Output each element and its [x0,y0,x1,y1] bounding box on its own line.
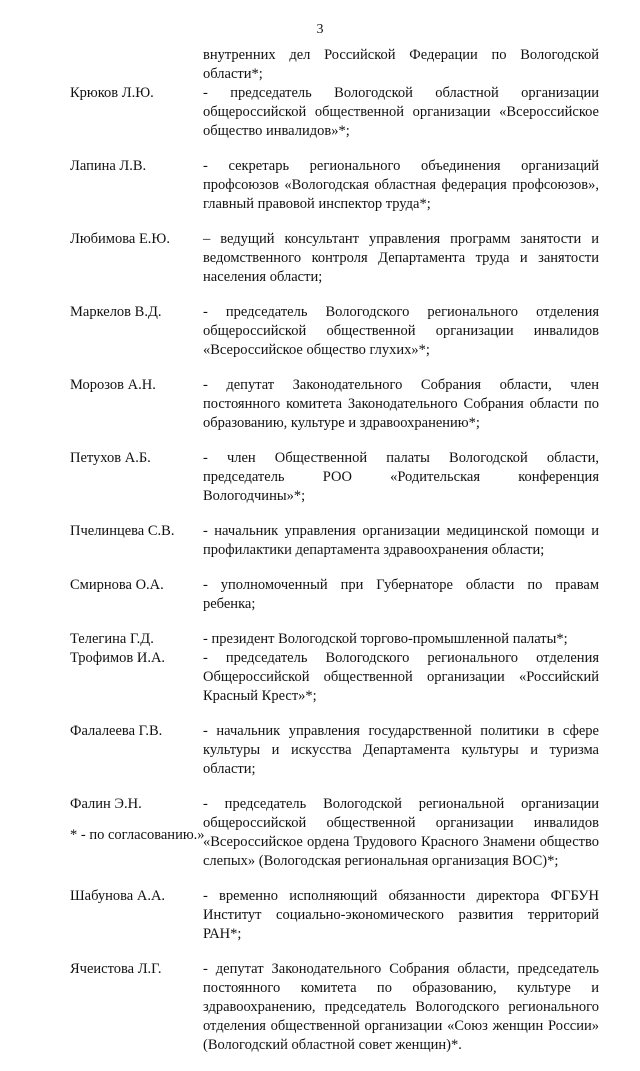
member-row [70,887,600,944]
member-row [70,649,600,706]
member-row [70,522,600,560]
member-role: - президент Вологодской торгово-промышленной палаты*; [203,631,568,647]
member-role: – ведущий консультант управления программ занятости и ведомственного контроля Департамента труда и занятости населения области; [203,231,599,285]
member-name: Петухов А.Б. [70,450,151,466]
member-name: Шабунова А.А. [70,888,166,904]
member-name: Ячеистова Л.Г. [70,961,162,977]
member-row [70,630,600,649]
member-name: Смирнова О.А. [70,577,164,593]
member-role: - член Общественной палаты Вологодской области, председатель РОО «Родительская конференция Вологодчины»*; [203,450,599,504]
member-role: - временно исполняющий обязанности директора ФГБУН Институт социально-экономического развития территорий РАН*; [203,888,599,942]
member-name: Крюков Л.Ю. [70,85,154,101]
member-name: Любимова Е.Ю. [70,231,170,247]
member-role: - уполномоченный при Губернаторе области по правам ребенка; [203,577,599,612]
member-name: Фалин Э.Н. [70,796,142,812]
member-name: Лапина Л.В. [70,158,147,174]
member-row [70,157,600,214]
member-name: Трофимов И.А. [70,650,166,666]
member-row [70,376,600,433]
member-list [70,84,600,1071]
member-role: - депутат Законодательного Собрания области, член постоянного комитета Законодательного Собрания области по образованию, культуре и здравоохранению*; [203,377,599,431]
member-role: - председатель Вологодской региональной организации общероссийской общественной организации инвалидов «Всероссийское ордена Трудового Красного Знамени общество слепых» (Вологодская региональная организация ВОС)*; [203,796,599,869]
member-row [70,84,600,141]
member-name: Телегина Г.Д. [70,631,154,647]
footnote: * - по согласованию.» [70,827,205,843]
member-role: - начальник управления организации медицинской помощи и профилактики департамента здравоохранения области; [203,523,599,558]
member-name: Фалалеева Г.В. [70,723,163,739]
member-role: - председатель Вологодского регионального отделения Общероссийской общественной организации «Российский Красный Крест»*; [203,650,599,704]
member-row [70,722,600,779]
member-name: Маркелов В.Д. [70,304,162,320]
member-role: - депутат Законодательного Собрания области, председатель постоянного комитета по образованию, культуре и здравоохранению, председатель Вологодского регионального отделения общественной организации «Союз женщин России» (Вологодский областной совет женщин)*. [203,961,599,1053]
member-name: Пчелинцева С.В. [70,523,175,539]
member-role: - председатель Вологодской областной организации общероссийской общественной организации «Всероссийское общество инвалидов»*; [203,85,599,139]
member-role: - председатель Вологодского регионального отделения общероссийской общественной организации инвалидов «Всероссийское общество глухих»*; [203,304,599,358]
member-row [70,303,600,360]
member-row [70,576,600,614]
member-row [70,230,600,287]
member-name: Морозов А.Н. [70,377,156,393]
continued-role-text: внутренних дел Российской Федерации по Вологодской области*; [203,47,599,82]
member-role: - начальник управления государственной политики в сфере культуры и искусства Департамента культуры и туризма области; [203,723,599,777]
member-row [70,449,600,506]
member-role: - секретарь регионального объединения организаций профсоюзов «Вологодская областная федерация профсоюзов», главный правовой инспектор труда*; [203,158,599,212]
member-row [70,960,600,1055]
page-number: 3 [316,22,324,37]
